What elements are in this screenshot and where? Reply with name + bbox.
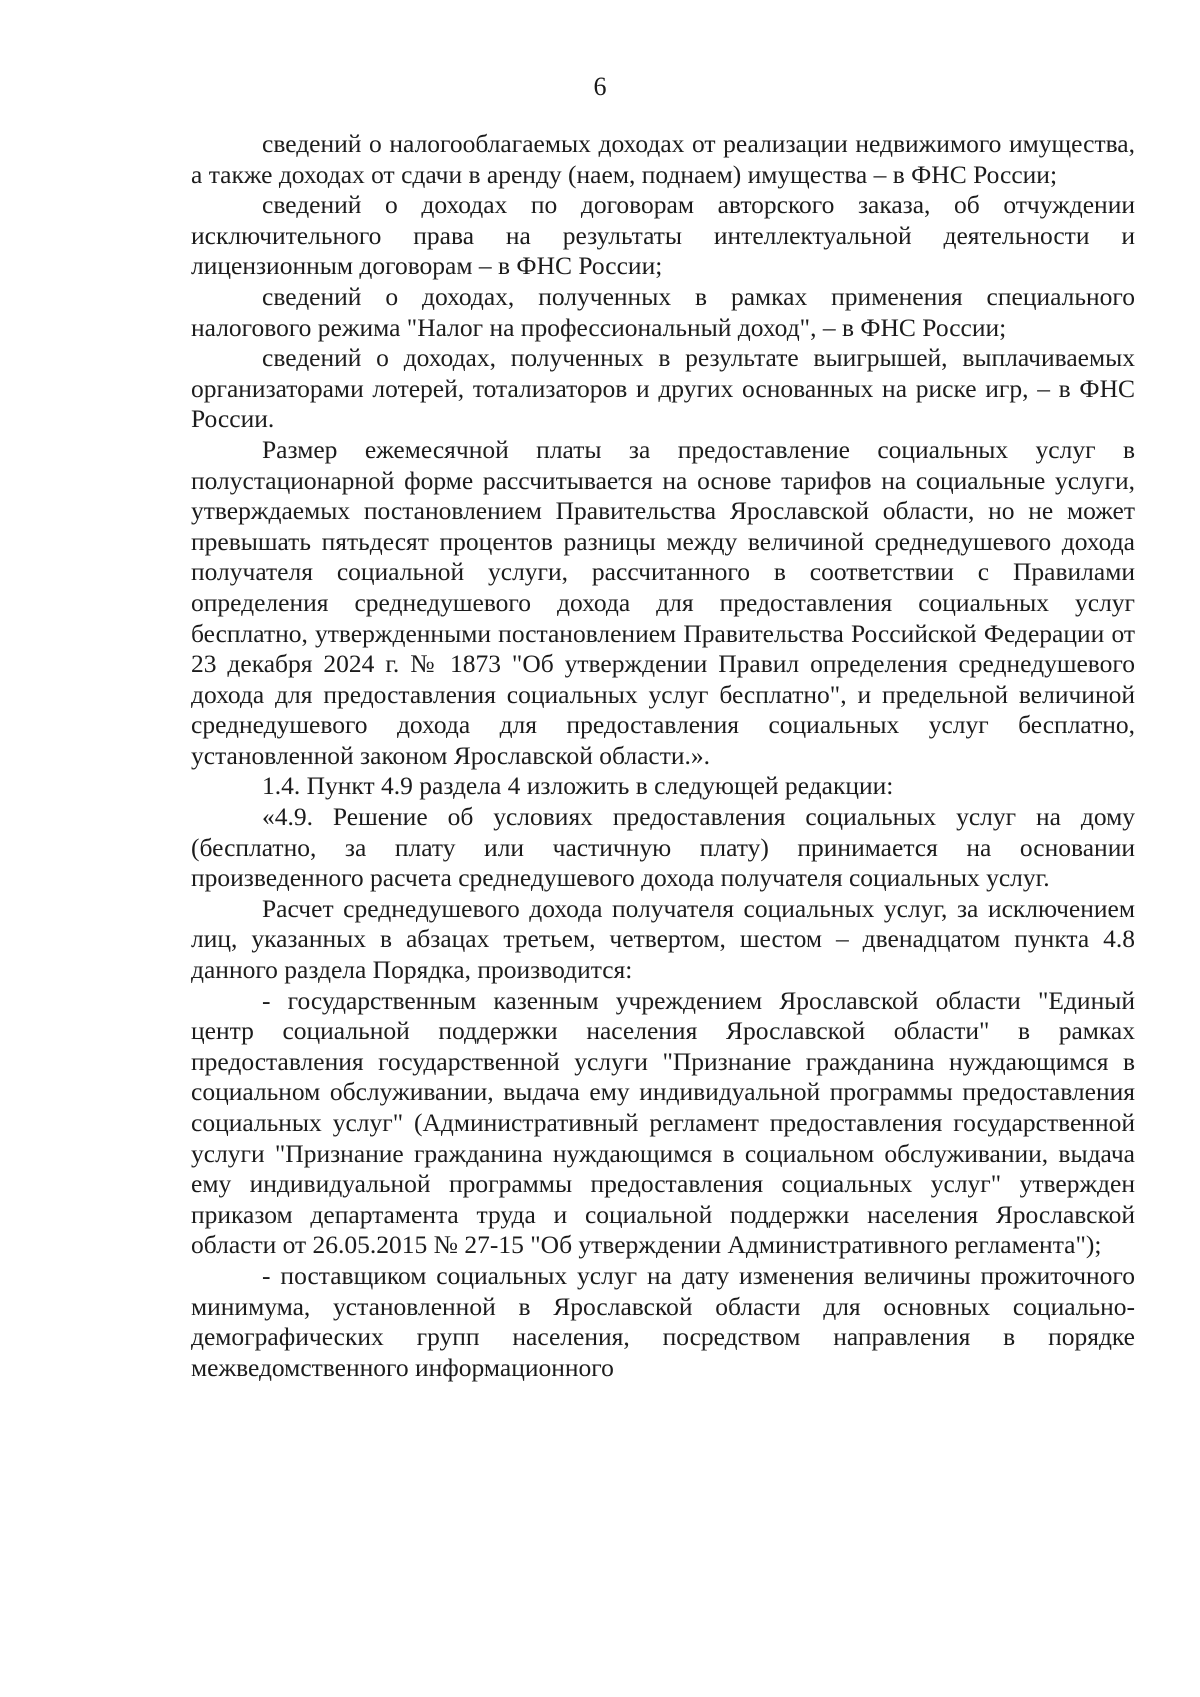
paragraph: 1.4. Пункт 4.9 раздела 4 изложить в следующей редакции: [262,771,894,801]
page-number: 6 [593,72,607,101]
paragraph: - поставщиком социальных услуг на дату изменения величины прожиточного минимума, установленной в Ярославской области для основных социально-демографических групп населения, посредством направления в порядке межведомственного информационного [191,1260,1135,1382]
paragraph: сведений о доходах, полученных в рамках применения специального налогового режима "Налог на профессиональный доход", – в ФНС России; [191,281,1135,342]
paragraph: Размер ежемесячной платы за предоставление социальных услуг в полустационарной форме рассчитывается на основе тарифов на социальные услуги, утверждаемых постановлением Правительства Ярославской области, но не может превышать пятьдесят процентов разницы между величиной среднедушевого дохода получателя социальной услуги, рассчитанного в соответствии с Правилами определения среднедушевого дохода для предоставления социальных услуг бесплатно, утвержденными постановлением Правительства Российской Федерации от 23 декабря 2024 г. № 1873 "Об утверждении Правил определения среднедушевого дохода для предоставления социальных услуг бесплатно", и предельной величиной среднедушевого дохода для предоставления социальных услуг бесплатно, установленной законом Ярославской области.». [191,434,1135,770]
document-body [191,129,1135,1383]
paragraph: «4.9. Решение об условиях предоставления социальных услуг на дому (бесплатно, за плату или частичную плату) принимается на основании произведенного расчета среднедушевого дохода получателя социальных услуг. [191,802,1135,893]
paragraph: - государственным казенным учреждением Ярославской области "Единый центр социальной поддержки населения Ярославской области" в рамках предоставления государственной услуги "Признание гражданина нуждающимся в социальном обслуживании, выдача ему индивидуальной программы предоставления социальных услуг" (Административный регламент предоставления государственной услуги "Признание гражданина нуждающимся в социальном обслуживании, выдача ему индивидуальной программы предоставления социальных услуг" утвержден приказом департамента труда и социальной поддержки населения Ярославской области от 26.05.2015 № 27-15 "Об утверждении Административного регламента"); [191,985,1135,1260]
paragraph: сведений о доходах, полученных в результате выигрышей, выплачиваемых организаторами лотерей, тотализаторов и других основанных на риске игр, – в ФНС России. [191,343,1135,434]
paragraph: сведений о доходах по договорам авторского заказа, об отчуждении исключительного права на результаты интеллектуальной деятельности и лицензионным договорам – в ФНС России; [191,190,1135,281]
paragraph: сведений о налогооблагаемых доходах от реализации недвижимого имущества, а также доходах от сдачи в аренду (наем, поднаем) имущества – в ФНС России; [191,129,1135,189]
paragraph: Расчет среднедушевого дохода получателя социальных услуг, за исключением лиц, указанных в абзацах третьем, четвертом, шестом – двенадцатом пункта 4.8 данного раздела Порядка, производится: [191,893,1135,985]
